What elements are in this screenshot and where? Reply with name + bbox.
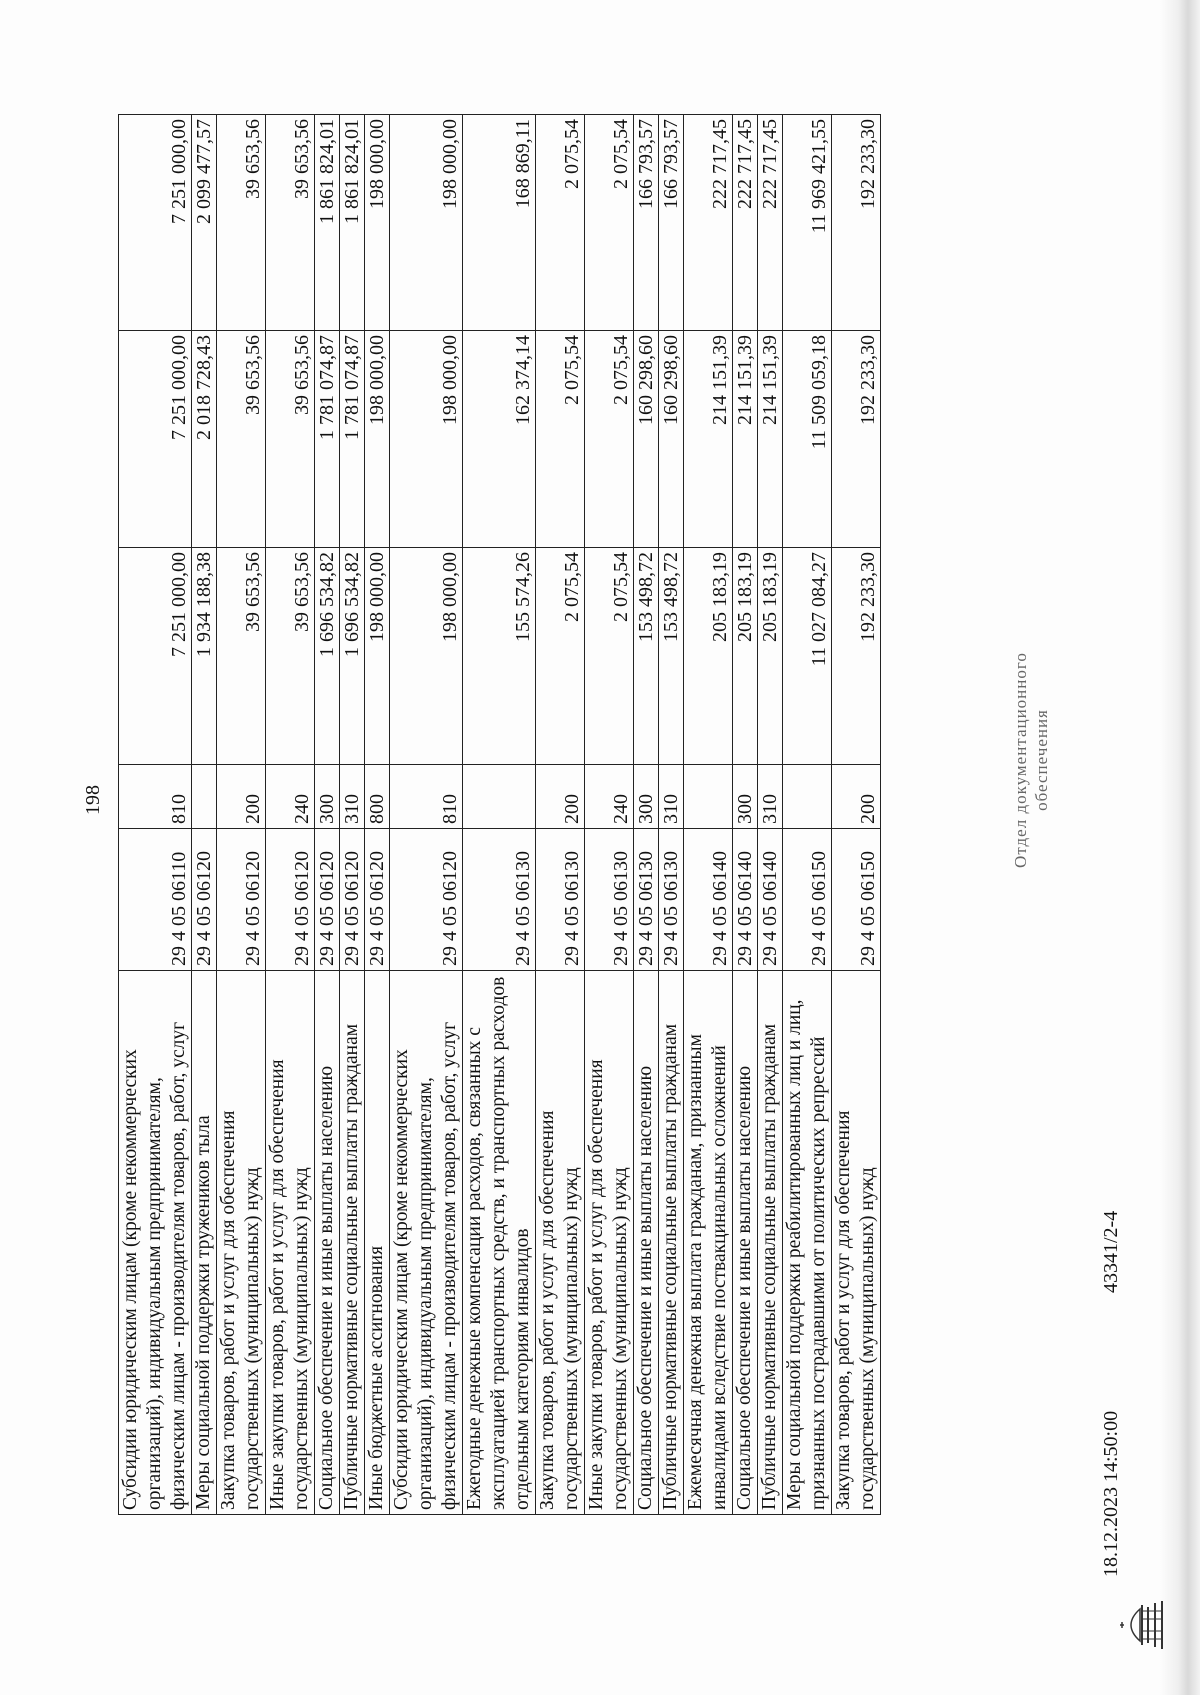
row-value-2: 198 000,00: [390, 331, 463, 548]
budget-table-body: [119, 115, 881, 1515]
row-value-2: 1 781 074,87: [315, 331, 340, 548]
row-expense-type: 810: [119, 765, 192, 829]
row-value-2: 214 151,39: [684, 331, 733, 548]
row-expense-type: 310: [659, 765, 684, 829]
row-name: Иные закупки товаров, работ и услуг для обеспечения государственных (муниципальных) нужд: [585, 971, 634, 1515]
row-value-3: 2 075,54: [585, 115, 634, 331]
row-value-3: 2 075,54: [536, 115, 585, 331]
row-value-1: 2 075,54: [536, 548, 585, 765]
row-value-3: 222 717,45: [684, 115, 733, 331]
table-row: [733, 115, 758, 1515]
row-value-1: 192 233,30: [832, 548, 881, 765]
row-value-3: 11 969 421,55: [783, 115, 832, 331]
table-row: [536, 115, 585, 1515]
row-code: 29 4 05 06130: [463, 829, 536, 971]
row-value-2: 1 781 074,87: [340, 331, 365, 548]
table-row: [390, 115, 463, 1515]
row-name: Субсидии юридическим лицам (кроме некоммерческих организаций), индивидуальным предпринимателям, физическим лицам - производителям товаров, работ, услуг: [390, 971, 463, 1515]
row-expense-type: 310: [340, 765, 365, 829]
row-value-1: 198 000,00: [365, 548, 390, 765]
row-name: Социальное обеспечение и иные выплаты населению: [634, 971, 659, 1515]
row-code: 29 4 05 06110: [119, 829, 192, 971]
row-value-3: 7 251 000,00: [119, 115, 192, 331]
row-expense-type: 240: [266, 765, 315, 829]
row-value-2: 162 374,14: [463, 331, 536, 548]
row-value-2: 198 000,00: [365, 331, 390, 548]
table-row: [684, 115, 733, 1515]
row-value-1: 2 075,54: [585, 548, 634, 765]
row-value-1: 7 251 000,00: [119, 548, 192, 765]
row-name: Ежемесячная денежная выплата гражданам, признанным инвалидами вследствие поствакцинальных осложнений: [684, 971, 733, 1515]
row-name: Ежегодные денежные компенсации расходов, связанных с эксплуатацией транспортных средств, и транспортных расходов отдельным категориям инвалидов: [463, 971, 536, 1515]
row-value-3: 222 717,45: [733, 115, 758, 331]
row-value-3: 1 861 824,01: [340, 115, 365, 331]
row-value-1: 205 183,19: [758, 548, 783, 765]
row-value-1: 1 696 534,82: [340, 548, 365, 765]
row-value-1: 153 498,72: [634, 548, 659, 765]
row-name: Закупка товаров, работ и услуг для обеспечения государственных (муниципальных) нужд: [832, 971, 881, 1515]
table-row: [192, 115, 217, 1515]
row-code: 29 4 05 06130: [659, 829, 684, 971]
row-value-2: 214 151,39: [733, 331, 758, 548]
row-expense-type: 810: [390, 765, 463, 829]
row-value-1: 205 183,19: [684, 548, 733, 765]
budget-table: [118, 114, 881, 1515]
row-value-1: 1 934 188,38: [192, 548, 217, 765]
row-code: 29 4 05 06120: [340, 829, 365, 971]
row-code: 29 4 05 06120: [315, 829, 340, 971]
page-number: 198: [82, 785, 104, 815]
row-code: 29 4 05 06130: [634, 829, 659, 971]
row-name: Социальное обеспечение и иные выплаты населению: [315, 971, 340, 1515]
row-expense-type: 300: [733, 765, 758, 829]
row-value-1: 155 574,26: [463, 548, 536, 765]
row-code: 29 4 05 06150: [783, 829, 832, 971]
row-expense-type: [783, 765, 832, 829]
row-name: Публичные нормативные социальные выплаты гражданам: [340, 971, 365, 1515]
row-name: Социальное обеспечение и иные выплаты населению: [733, 971, 758, 1515]
row-expense-type: 310: [758, 765, 783, 829]
table-row: [585, 115, 634, 1515]
row-value-2: 2 018 728,43: [192, 331, 217, 548]
row-value-2: 39 653,56: [266, 331, 315, 548]
row-value-3: 166 793,57: [659, 115, 684, 331]
print-date: 18.12.2023 14:50:00: [1100, 1410, 1122, 1577]
row-name: Закупка товаров, работ и услуг для обеспечения государственных (муниципальных) нужд: [536, 971, 585, 1515]
row-value-2: 2 075,54: [585, 331, 634, 548]
table-row: [266, 115, 315, 1515]
table-row: [463, 115, 536, 1515]
row-expense-type: 300: [634, 765, 659, 829]
table-row: [783, 115, 832, 1515]
row-code: 29 4 05 06140: [758, 829, 783, 971]
row-value-3: 2 099 477,57: [192, 115, 217, 331]
row-code: 29 4 05 06120: [365, 829, 390, 971]
row-value-3: 39 653,56: [217, 115, 266, 331]
row-expense-type: 200: [217, 765, 266, 829]
row-value-2: 160 298,60: [659, 331, 684, 548]
department-stamp: [1010, 630, 1052, 890]
row-expense-type: [192, 765, 217, 829]
row-value-3: 222 717,45: [758, 115, 783, 331]
table-row: [365, 115, 390, 1515]
table-row: [659, 115, 684, 1515]
row-name: Публичные нормативные социальные выплаты гражданам: [758, 971, 783, 1515]
row-value-3: 198 000,00: [390, 115, 463, 331]
stamp-line-1: Отдел документационного: [1011, 652, 1030, 868]
row-value-3: 39 653,56: [266, 115, 315, 331]
row-name: Меры социальной поддержки тружеников тыла: [192, 971, 217, 1515]
row-expense-type: 200: [536, 765, 585, 829]
row-value-1: 39 653,56: [266, 548, 315, 765]
row-code: 29 4 05 06140: [733, 829, 758, 971]
row-expense-type: 240: [585, 765, 634, 829]
row-code: 29 4 05 06150: [832, 829, 881, 971]
table-row: [634, 115, 659, 1515]
row-name: Иные закупки товаров, работ и услуг для обеспечения государственных (муниципальных) нужд: [266, 971, 315, 1515]
row-value-3: 166 793,57: [634, 115, 659, 331]
table-row: [315, 115, 340, 1515]
row-value-2: 192 233,30: [832, 331, 881, 548]
row-value-3: 168 869,11: [463, 115, 536, 331]
row-value-2: 7 251 000,00: [119, 331, 192, 548]
row-value-3: 192 233,30: [832, 115, 881, 331]
table-row: [217, 115, 266, 1515]
row-name: Закупка товаров, работ и услуг для обеспечения государственных (муниципальных) нужд: [217, 971, 266, 1515]
row-value-1: 153 498,72: [659, 548, 684, 765]
row-code: 29 4 05 06130: [536, 829, 585, 971]
stamp-line-2: обеспечения: [1032, 709, 1051, 811]
row-value-1: 198 000,00: [390, 548, 463, 765]
row-name: Публичные нормативные социальные выплаты гражданам: [659, 971, 684, 1515]
row-value-1: 1 696 534,82: [315, 548, 340, 765]
table-row: [119, 115, 192, 1515]
document-code: 43341/2-4: [1100, 1210, 1122, 1293]
row-code: 29 4 05 06120: [266, 829, 315, 971]
row-value-1: 39 653,56: [217, 548, 266, 765]
row-code: 29 4 05 06120: [390, 829, 463, 971]
row-expense-type: [463, 765, 536, 829]
budget-table-container: [118, 115, 881, 1515]
row-code: 29 4 05 06140: [684, 829, 733, 971]
row-expense-type: 300: [315, 765, 340, 829]
row-value-1: 205 183,19: [733, 548, 758, 765]
row-expense-type: 200: [832, 765, 881, 829]
row-value-3: 1 861 824,01: [315, 115, 340, 331]
row-value-1: 11 027 084,27: [783, 548, 832, 765]
row-name: Иные бюджетные ассигнования: [365, 971, 390, 1515]
row-code: 29 4 05 06120: [192, 829, 217, 971]
row-value-2: 214 151,39: [758, 331, 783, 548]
row-value-2: 2 075,54: [536, 331, 585, 548]
table-row: [340, 115, 365, 1515]
row-value-3: 198 000,00: [365, 115, 390, 331]
row-expense-type: 800: [365, 765, 390, 829]
row-value-2: 160 298,60: [634, 331, 659, 548]
table-row: [758, 115, 783, 1515]
row-name: Меры социальной поддержки реабилитированных лиц и лиц, признанных пострадавшими от политических репрессий: [783, 971, 832, 1515]
row-expense-type: [684, 765, 733, 829]
table-row: [832, 115, 881, 1515]
row-value-2: 11 509 059,18: [783, 331, 832, 548]
row-code: 29 4 05 06120: [217, 829, 266, 971]
row-name: Субсидии юридическим лицам (кроме некоммерческих организаций), индивидуальным предпринимателям, физическим лицам - производителям товаров, работ, услуг: [119, 971, 192, 1515]
row-code: 29 4 05 06130: [585, 829, 634, 971]
emblem-icon: [1118, 1595, 1166, 1655]
row-value-2: 39 653,56: [217, 331, 266, 548]
